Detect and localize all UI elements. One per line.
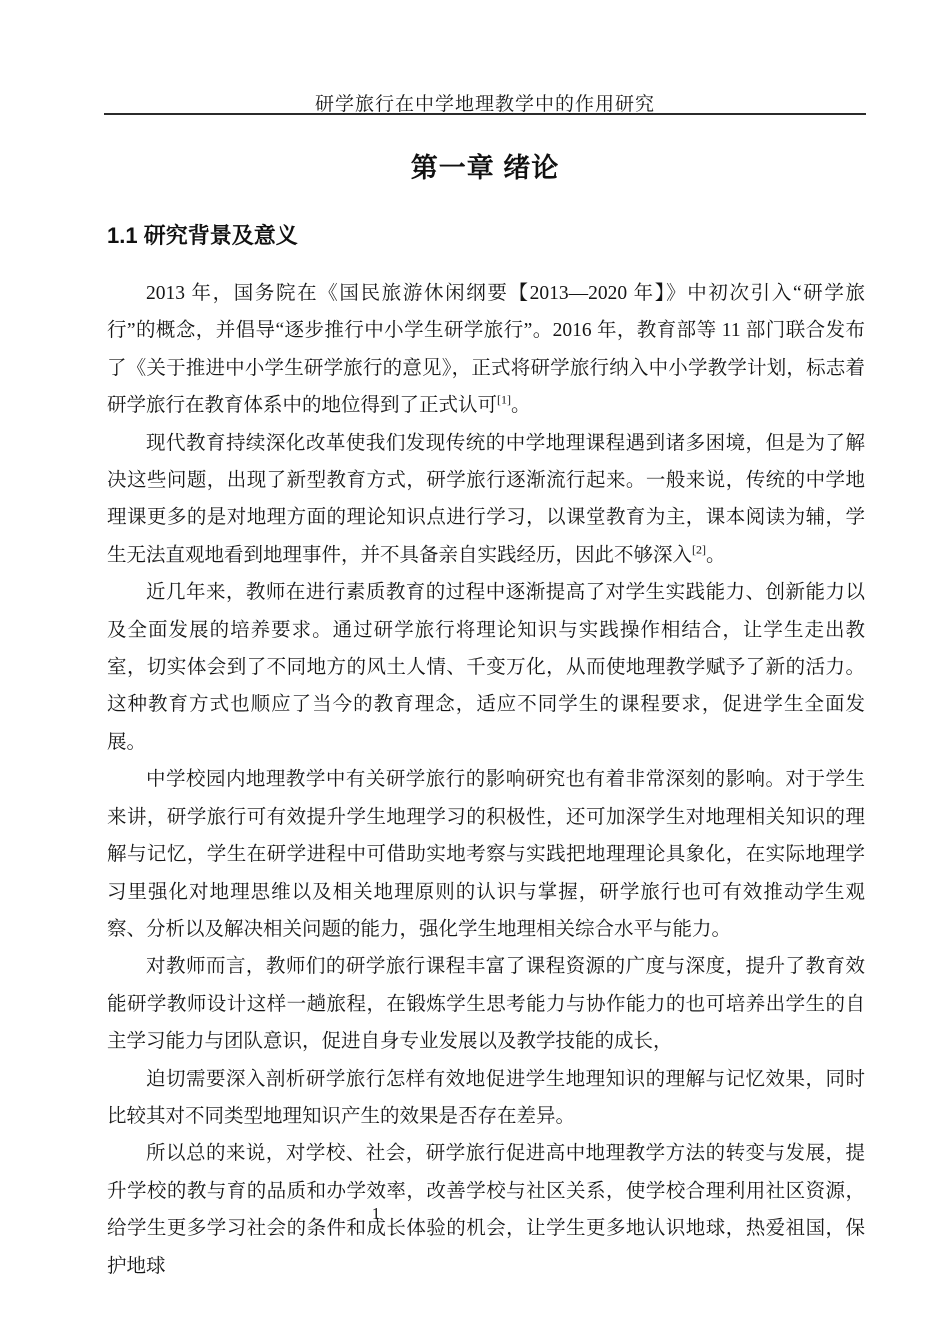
body-text xyxy=(107,275,865,1285)
citation-ref: [2] xyxy=(692,542,707,557)
body-paragraph: 中学校园内地理教学中有关研学旅行的影响研究也有着非常深刻的影响。对于学生来讲，研学旅行可有效提升学生地理学习的积极性，还可加深学生对地理相关知识的理解与记忆，学生在研学进程中可借助实地考察与实践把地理理论具象化，在实际地理学习里强化对地理思维以及相关地理原则的认识与掌握，研学旅行也可有效推动学生观察、分析以及解决相关问题的能力，强化学生地理相关综合水平与能力。 xyxy=(107,769,865,940)
body-paragraph: 迫切需要深入剖析研学旅行怎样有效地促进学生地理知识的理解与记忆效果，同时比较其对不同类型地理知识产生的效果是否存在差异。 xyxy=(107,1068,865,1127)
running-header: 研学旅行在中学地理教学中的作用研究 xyxy=(314,94,655,115)
chapter-title: 第一章 绪论 xyxy=(410,153,560,183)
body-paragraph: 对教师而言，教师们的研学旅行课程丰富了课程资源的广度与深度，提升了教育效能研学教师设计这样一趟旅程，在锻炼学生思考能力与协作能力的也可培养出学生的自主学习能力与团队意识，促进自身专业发展以及教学技能的成长， xyxy=(107,956,865,1053)
page-number: 1 xyxy=(371,1204,381,1223)
body-paragraph: 现代教育持续深化改革使我们发现传统的中学地理课程遇到诸多困境，但是为了解决这些问题，出现了新型教育方式，研学旅行逐渐流行起来。一般来说，传统的中学地理课更多的是对地理方面的理论知识点进行学习，以课堂教育为主，课本阅读为辅，学生无法直观地看到地理事件，并不具备亲自实践经历，因此不够深入[2]。 xyxy=(107,432,865,566)
citation-ref: [1] xyxy=(497,392,512,407)
body-paragraph: 2013 年，国务院在《国民旅游休闲纲要【2013—2020 年】》中初次引入“研学旅行”的概念，并倡导“逐步推行中小学生研学旅行”。2016 年，教育部等 11 部门联合发布了《关于推进中小学生研学旅行的意见》，正式将研学旅行纳入中小学教学计划，标志着研学旅行在教育体系中的地位得到了正式认可[1]。 xyxy=(107,283,865,417)
body-paragraph: 近几年来，教师在进行素质教育的过程中逐渐提高了对学生实践能力、创新能力以及全面发展的培养要求。通过研学旅行将理论知识与实践操作相结合，让学生走出教室，切实体会到了不同地方的风土人情、千变万化，从而使地理教学赋予了新的活力。这种教育方式也顺应了当今的教育理念，适应不同学生的课程要求，促进学生全面发展。 xyxy=(107,582,865,753)
body-paragraph: 所以总的来说，对学校、社会，研学旅行促进高中地理教学方法的转变与发展，提升学校的教与育的品质和办学效率，改善学校与社区关系，使学校合理利用社区资源，给学生更多学习社会的条件和成长体验的机会，让学生更多地认识地球，热爱祖国，保护地球 xyxy=(107,1143,865,1277)
header-rule xyxy=(104,113,866,115)
section-heading: 1.1 研究背景及意义 xyxy=(107,223,298,248)
